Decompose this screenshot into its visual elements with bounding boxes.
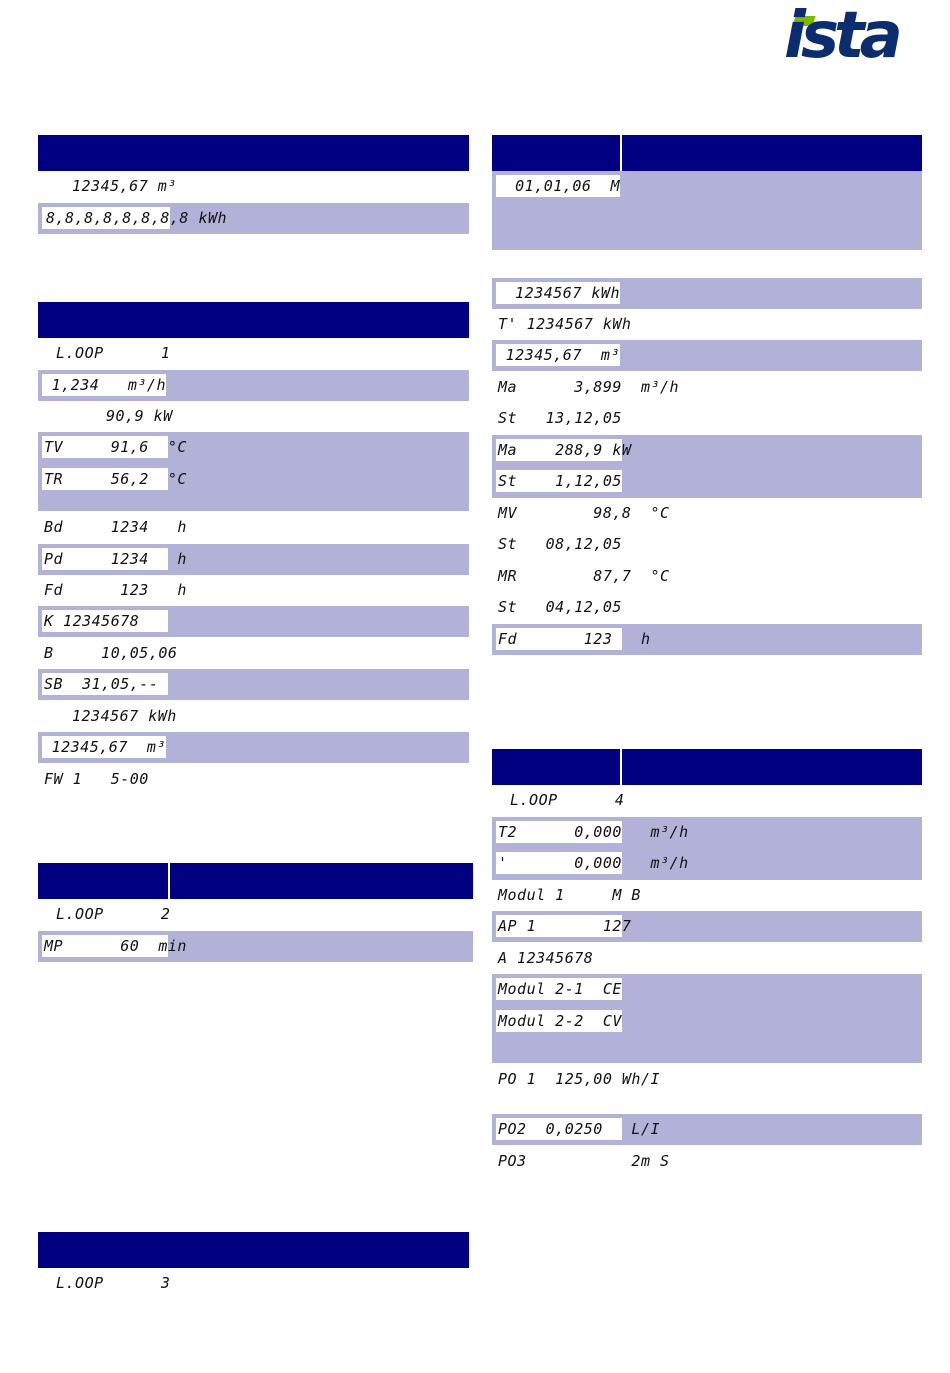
lcd-display: T' 1234567 kWh — [498, 315, 632, 333]
lcd-display: MP 60 min — [44, 937, 187, 955]
lcd-display: L.OOP 3 — [56, 1274, 171, 1292]
lcd-display: MV 98,8 °C — [498, 504, 670, 522]
lcd-display: K 12345678 — [42, 610, 168, 632]
table-row — [492, 309, 922, 340]
lcd-display: SB 31,05,-- — [42, 673, 168, 695]
table-row — [492, 592, 922, 623]
table-row — [38, 764, 469, 795]
table-row — [38, 606, 469, 637]
lcd-display: Ma 3,899 m³/h — [498, 378, 680, 396]
table-row — [38, 575, 469, 606]
lcd-display: B 10,05,06 — [44, 644, 178, 662]
loop2-header-right — [170, 863, 473, 899]
lcd-display: MR 87,7 °C — [498, 567, 670, 585]
lcd-display: St 13,12,05 — [498, 409, 622, 427]
table-row — [492, 785, 922, 816]
ista-logo — [784, 0, 930, 73]
lcd-display: 12345,67 m³ — [72, 177, 177, 195]
loop4-header-right — [622, 749, 922, 785]
table-row — [492, 171, 922, 250]
date-header-right — [622, 135, 922, 171]
lcd-display: St 04,12,05 — [498, 598, 622, 616]
table-row — [492, 943, 922, 974]
table-row — [492, 974, 922, 1063]
table-row — [492, 561, 922, 592]
table-row — [492, 817, 922, 880]
table-row — [492, 278, 922, 309]
table-row — [38, 370, 469, 401]
lcd-display: Pd 1234 h — [44, 550, 187, 568]
lcd-display: FW 1 5-00 — [44, 770, 149, 788]
table-row — [38, 638, 469, 669]
loop4-header-left — [492, 749, 620, 785]
lcd-display: Modul 2-1 CE — [498, 980, 622, 998]
table-row — [492, 403, 922, 434]
lcd-display: L.OOP 1 — [56, 344, 171, 362]
lcd-display: St 08,12,05 — [498, 535, 622, 553]
lcd-display: ' 0,000 m³/h — [498, 854, 689, 872]
table-row — [492, 340, 922, 371]
lcd-display: T2 0,000 m³/h — [498, 823, 689, 841]
main-loop-header — [38, 135, 469, 171]
lcd-display: Modul 1 M B — [498, 886, 641, 904]
lcd-display: PO 1 125,00 Wh/I — [498, 1070, 661, 1088]
lcd-display: PO3 2m S — [498, 1152, 670, 1170]
table-row — [492, 1146, 922, 1177]
lcd-display: Bd 1234 h — [44, 518, 187, 536]
lcd-display: L.OOP 2 — [56, 905, 171, 923]
loop1-header — [38, 302, 469, 338]
table-row — [492, 372, 922, 403]
lcd-display: 90,9 kW — [106, 407, 173, 425]
table-row — [38, 1268, 469, 1299]
loop3-header — [38, 1232, 469, 1268]
table-row — [492, 1114, 922, 1145]
lcd-display: AP 1 127 — [498, 917, 632, 935]
table-row — [38, 203, 469, 234]
table-row — [492, 435, 922, 498]
table-row — [38, 338, 469, 369]
lcd-display: 12345,67 m³ — [496, 344, 620, 366]
lcd-display: 1234567 kWh — [72, 707, 177, 725]
table-row — [38, 432, 469, 511]
lcd-display: PO2 0,0250 L/I — [498, 1120, 661, 1138]
date-header-left — [492, 135, 620, 171]
lcd-display: TR 56,2 °C — [44, 470, 187, 488]
loop2-header-left — [38, 863, 168, 899]
table-row — [492, 880, 922, 911]
table-row — [492, 529, 922, 560]
lcd-display: 12345,67 m³ — [42, 736, 166, 758]
lcd-display: 8,8,8,8,8,8,8,8 kWh — [42, 207, 170, 229]
table-row — [38, 171, 469, 202]
lcd-display: TV 91,6 °C — [44, 438, 187, 456]
table-row — [492, 911, 922, 942]
lcd-display: A 12345678 — [498, 949, 594, 967]
table-row — [38, 899, 469, 930]
lcd-display: 1,234 m³/h — [42, 374, 166, 396]
table-row — [38, 732, 469, 763]
lcd-display: St 1,12,05 — [498, 472, 622, 490]
lcd-display: 01,01,06 M — [496, 175, 620, 197]
table-row — [38, 544, 469, 575]
table-row — [38, 512, 469, 543]
table-row — [38, 401, 469, 432]
table-row — [38, 701, 469, 732]
table-row — [492, 498, 922, 529]
lcd-display: Fd 123 h — [498, 630, 651, 648]
lcd-display: Modul 2-2 CV — [498, 1012, 622, 1030]
lcd-display: Ma 288,9 kW — [498, 441, 632, 459]
table-row — [492, 1064, 922, 1095]
lcd-display: Fd 123 h — [44, 581, 187, 599]
table-row — [38, 931, 473, 962]
logo-text: ista — [784, 0, 898, 73]
lcd-display: 1234567 kWh — [496, 282, 620, 304]
table-row — [492, 624, 922, 655]
table-row — [38, 669, 469, 700]
lcd-display: L.OOP 4 — [510, 791, 625, 809]
